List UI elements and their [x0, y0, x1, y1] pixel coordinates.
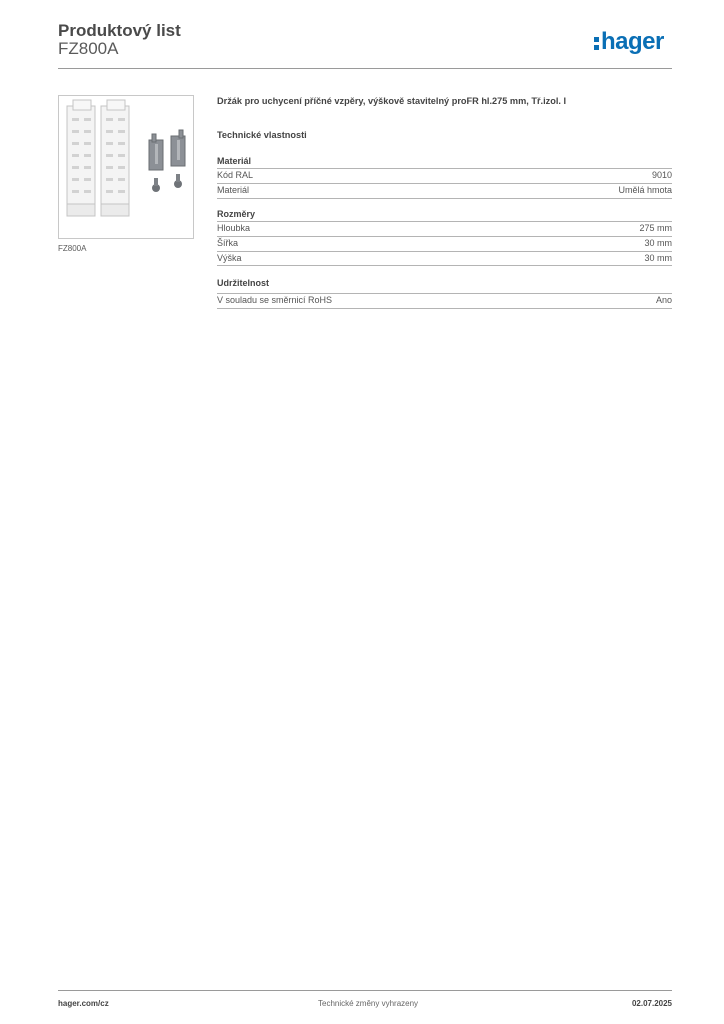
spec-label: Kód RAL [217, 170, 254, 180]
spec-value: 30 mm [644, 238, 672, 248]
white-holder-left [67, 100, 95, 216]
spec-value: Ano [655, 295, 672, 305]
spec-label: Materiál [217, 185, 250, 195]
spec-label: Šířka [217, 238, 239, 248]
spec-label: Hloubka [217, 223, 251, 233]
row-divider [217, 198, 672, 199]
spec-row [217, 252, 672, 266]
footer-date: 02.07.2025 [631, 999, 672, 1008]
row-divider [217, 308, 672, 309]
logo-dots-icon [594, 34, 599, 50]
page-title: Produktový list [58, 21, 181, 40]
section-title: Technické vlastnosti [217, 130, 307, 140]
white-holder-right [101, 100, 129, 216]
spec-row [217, 237, 672, 251]
spec-value: 275 mm [639, 223, 672, 233]
product-code: FZ800A [58, 39, 119, 58]
row-divider [217, 265, 672, 266]
group-title-material: Materiál [217, 156, 252, 166]
spec-value: 30 mm [644, 253, 672, 263]
photo-caption: FZ800A [58, 244, 87, 253]
spec-row [217, 294, 672, 308]
logo-text: hager [601, 28, 664, 55]
group-title-sustainability: Udržitelnost [217, 278, 270, 288]
group-title-dimensions: Rozměry [217, 209, 256, 219]
spec-row [217, 169, 672, 183]
footer-website-link[interactable]: hager.com/cz [58, 999, 109, 1008]
spec-row [217, 222, 672, 236]
product-description: Držák pro uchycení příčné vzpěry, výškově stavitelný proFR hl.275 mm, Tř.izol. I [217, 96, 567, 106]
rail-holders-icon [59, 96, 193, 238]
product-photo [58, 95, 194, 239]
spec-label: Výška [217, 253, 242, 263]
spec-label: V souladu se směrnicí RoHS [217, 295, 333, 305]
hager-logo [594, 28, 664, 56]
metal-bracket-left [149, 134, 163, 192]
header-divider [58, 68, 672, 69]
footer-disclaimer: Technické změny vyhrazeny [318, 999, 419, 1008]
footer-divider [58, 990, 672, 991]
spec-row [217, 184, 672, 198]
spec-value: 9010 [651, 170, 672, 180]
metal-bracket-right [171, 130, 185, 188]
spec-value: Umělá hmota [618, 185, 672, 195]
